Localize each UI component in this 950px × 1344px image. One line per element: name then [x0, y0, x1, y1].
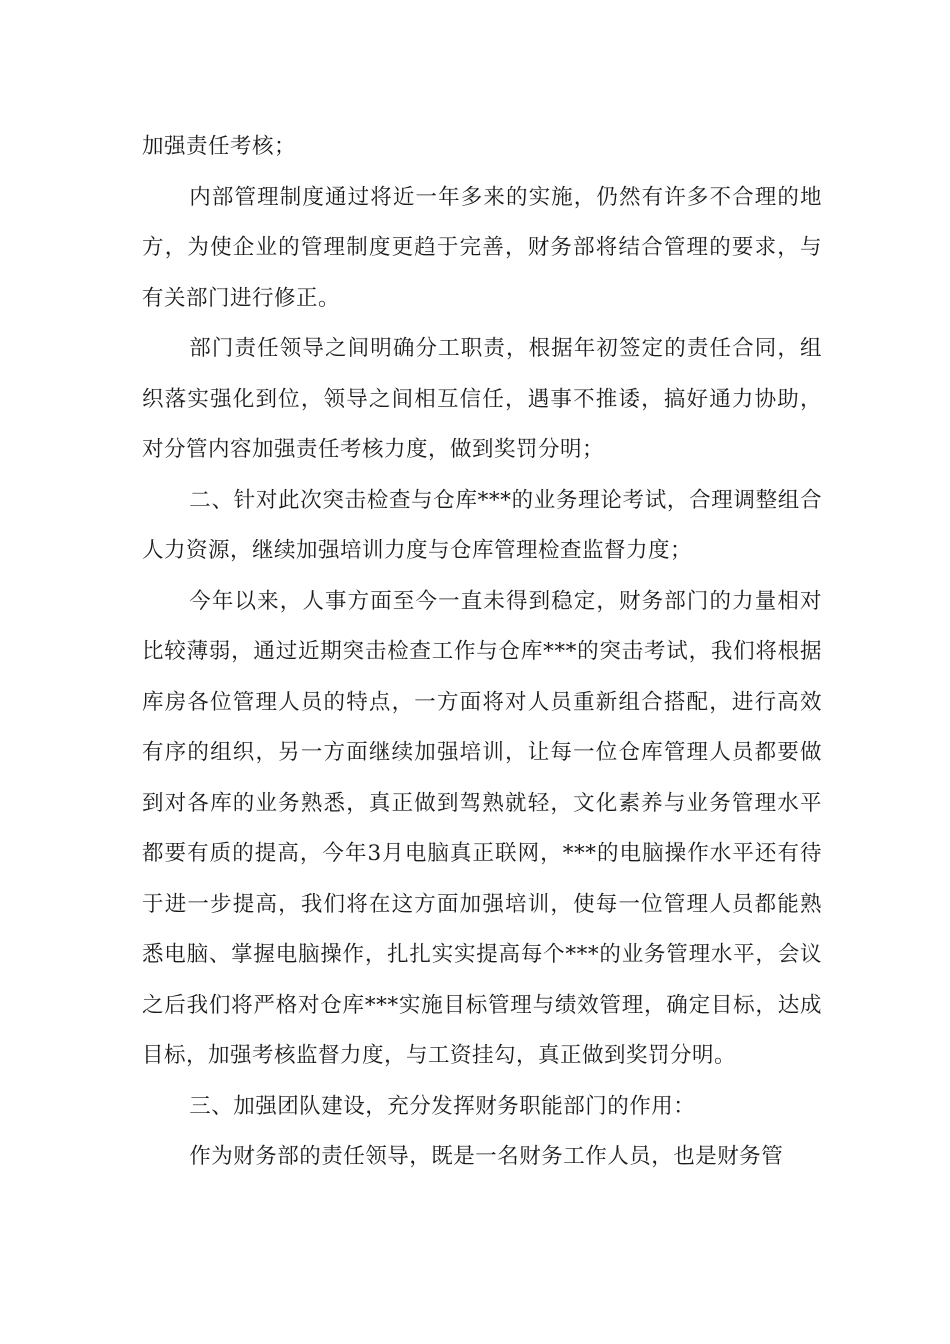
paragraph-2: 内部管理制度通过将近一年多来的实施，仍然有许多不合理的地方，为使企业的管理制度更趋于完善，财务部将结合管理的要求，与有关部门进行修正。 — [142, 184, 822, 311]
paragraph-6: 三、加强团队建设，充分发挥财务职能部门的作用： — [189, 1093, 696, 1119]
paragraph-7: 作为财务部的责任领导，既是一名财务工作人员，也是财务管 — [189, 1144, 784, 1169]
paragraph-4: 二、针对此次突击检查与仓库***的业务理论考试，合理调整组合人力资源，继续加强培训力度与仓库管理检查监督力度； — [142, 487, 822, 563]
paragraph-3: 部门责任领导之间明确分工职责，根据年初签定的责任合同，组织落实强化到位，领导之间相互信任，遇事不推诿，搞好通力协助，对分管内容加强责任考核力度，做到奖罚分明； — [142, 336, 822, 462]
paragraph-1: 加强责任考核； — [142, 134, 297, 159]
document-page — [142, 122, 822, 1183]
paragraph-5: 今年以来，人事方面至今一直未得到稳定，财务部门的力量相对比较薄弱，通过近期突击检查工作与仓库***的突击考试，我们将根据库房各位管理人员的特点，一方面将对人员重新组合搭配，进行高效有序的组织，另一方面继续加强培训，让每一位仓库管理人员都要做到对各库的业务熟悉，真正做到驾熟就轻，文化素养与业务管理水平都要有质的提高，今年3月电脑真正联网，***的电脑操作水平还有待于进一步提高，我们将在这方面加强培训，使每一位管理人员都能熟悉电脑、掌握电脑操作，扎扎实实提高每个***的业务管理水平，会议之后我们将严格对仓库***实施目标管理与绩效管理，确定目标，达成目标，加强考核监督力度，与工资挂勾，真正做到奖罚分明。 — [142, 588, 822, 1068]
